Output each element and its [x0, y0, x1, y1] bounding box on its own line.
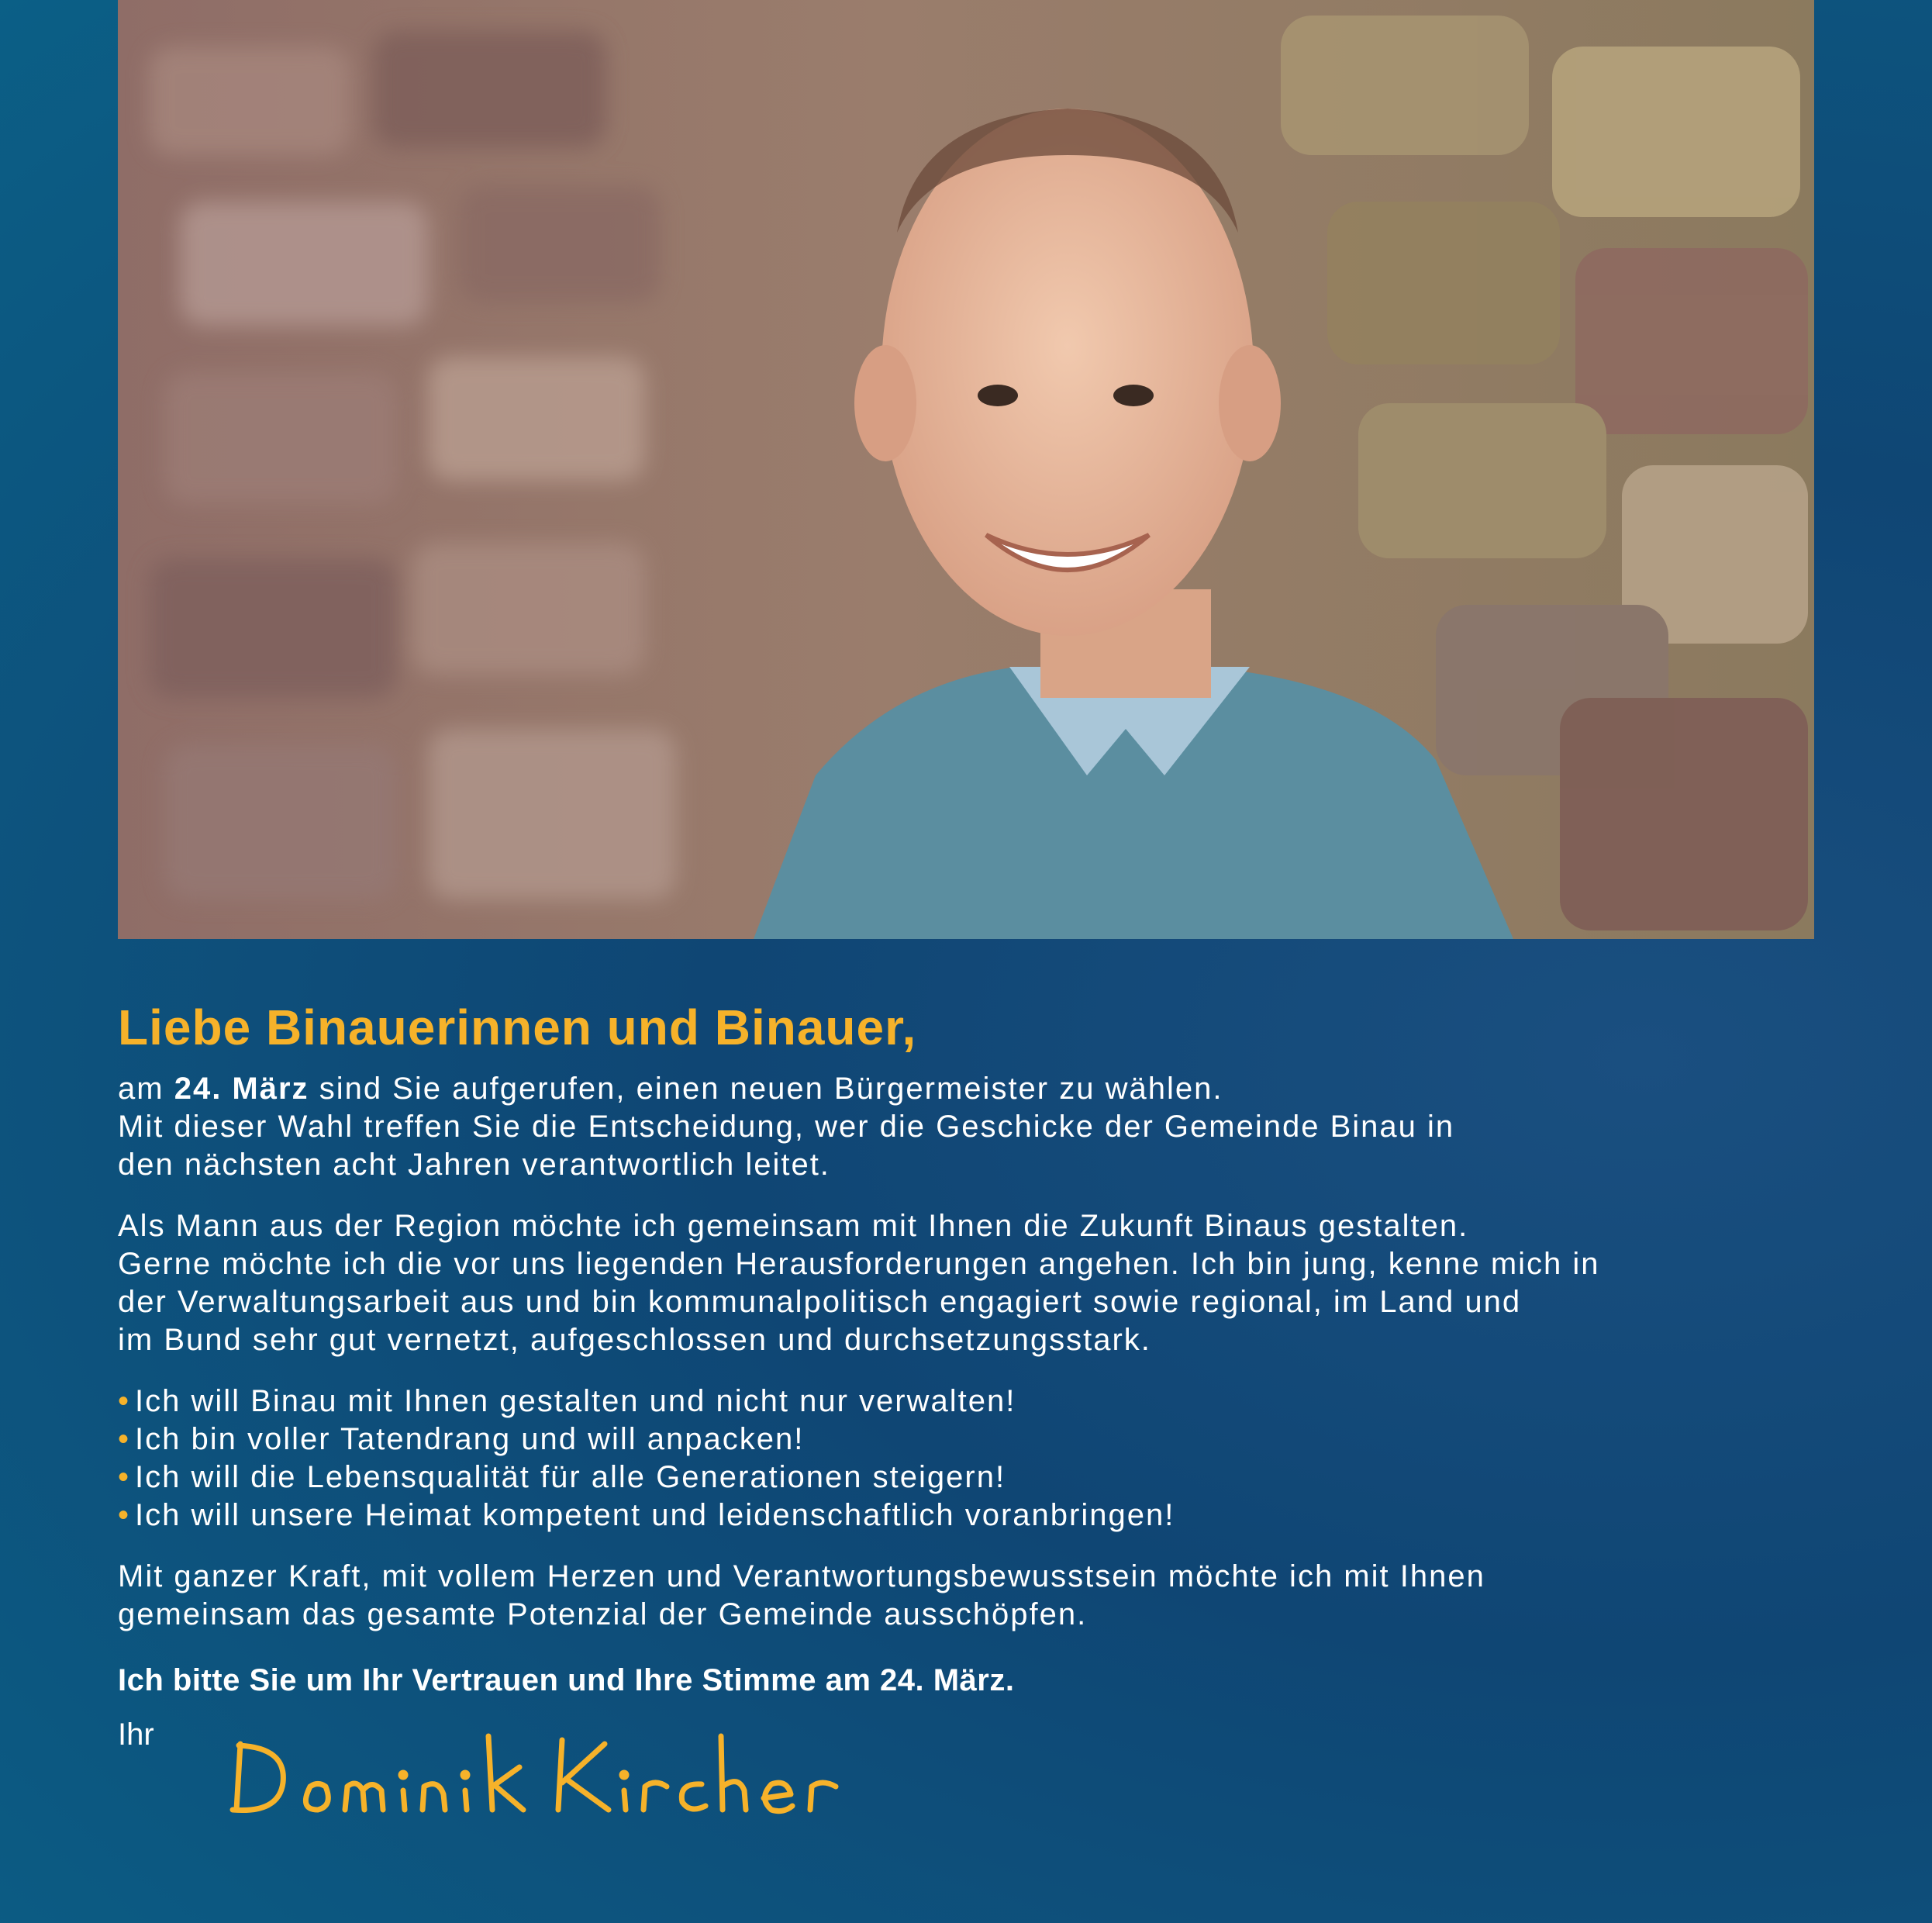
bullet-dot-icon: • — [118, 1498, 131, 1532]
list-item-text: Ich will Binau mit Ihnen gestalten und nicht nur verwalten! — [135, 1384, 1016, 1418]
election-date: 24. März — [174, 1072, 309, 1106]
commitment-line: gemeinsam das gesamte Potenzial der Gemeinde ausschöpfen. — [118, 1597, 1088, 1631]
handwritten-signature — [217, 1713, 853, 1829]
portrait-illustration — [118, 0, 1814, 939]
about-line: im Bund sehr gut vernetzt, aufgeschlossen und durchsetzungsstark. — [118, 1323, 1151, 1357]
bullet-dot-icon: • — [118, 1384, 131, 1418]
signature-block — [118, 1713, 1823, 1837]
about-line: Als Mann aus der Region möchte ich gemeinsam mit Ihnen die Zukunft Binaus gestalten. — [118, 1209, 1469, 1243]
intro-line-3: den nächsten acht Jahren verantwortlich leitet. — [118, 1148, 830, 1182]
list-item-text: Ich will unsere Heimat kompetent und leidenschaftlich voranbringen! — [135, 1498, 1175, 1532]
intro-prefix: am — [118, 1072, 164, 1106]
list-item — [118, 1497, 1823, 1535]
appeal-text: Ich bitte Sie um Ihr Vertrauen und Ihre Stimme am 24. März. — [118, 1663, 1015, 1697]
list-item — [118, 1383, 1823, 1421]
intro-line-1 — [118, 1070, 1823, 1108]
portrait-photo — [118, 0, 1814, 939]
about-paragraph — [118, 1207, 1823, 1359]
list-item-text: Ich will die Lebensqualität für alle Generationen steigern! — [135, 1460, 1006, 1494]
goals-list — [118, 1383, 1823, 1535]
commitment-line: Mit ganzer Kraft, mit vollem Herzen und Verantwortungsbewusstsein möchte ich mit Ihnen — [118, 1559, 1485, 1593]
intro-paragraph — [118, 1070, 1823, 1184]
list-item — [118, 1421, 1823, 1459]
bullet-dot-icon: • — [118, 1460, 131, 1494]
commitment-paragraph — [118, 1558, 1823, 1634]
intro-suffix: sind Sie aufgerufen, einen neuen Bürgermeister zu wählen. — [319, 1072, 1223, 1106]
bullet-dot-icon: • — [118, 1422, 131, 1456]
letter-content — [118, 993, 1823, 1837]
list-item-text: Ich bin voller Tatendrang und will anpacken! — [135, 1422, 805, 1456]
closing-text: Ihr — [118, 1718, 154, 1752]
intro-line-2: Mit dieser Wahl treffen Sie die Entscheidung, wer die Geschicke der Gemeinde Binau in — [118, 1110, 1455, 1144]
letter-headline: Liebe Binauerinnen und Binauer, — [118, 999, 917, 1055]
list-item — [118, 1459, 1823, 1497]
about-line: der Verwaltungsarbeit aus und bin kommunalpolitisch engagiert sowie regional, im Land und — [118, 1285, 1522, 1319]
about-line: Gerne möchte ich die vor uns liegenden Herausforderungen angehen. Ich bin jung, kenne mich in — [118, 1247, 1600, 1281]
